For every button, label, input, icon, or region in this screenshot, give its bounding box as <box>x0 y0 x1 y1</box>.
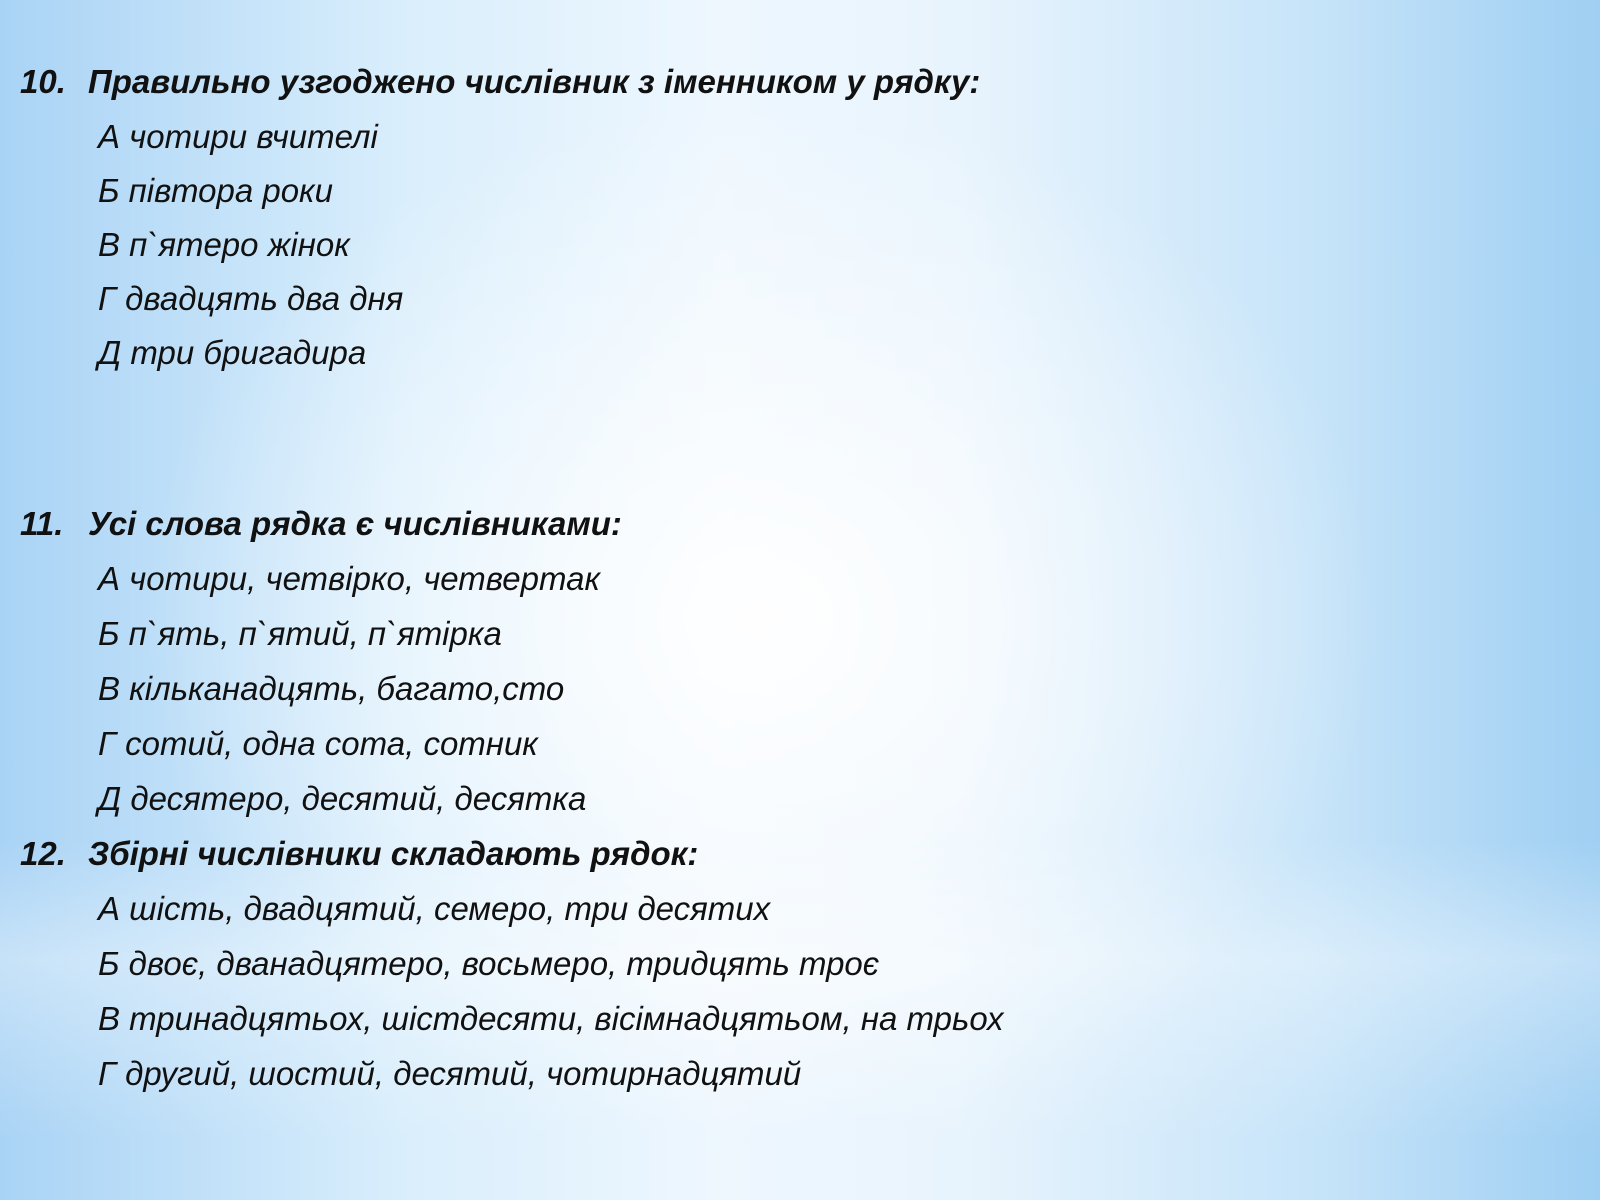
question-text: Усі слова рядка є числівниками: <box>88 505 622 542</box>
question-number: 12. <box>20 835 66 872</box>
answer-option: Д десятеро, десятий, десятка <box>98 780 587 817</box>
question-number: 11. <box>20 505 64 542</box>
answer-option: В тринадцятьох, шістдесяти, вісімнадцятьом, на трьох <box>98 1000 1004 1037</box>
answer-option: Г сотий, одна сота, сотник <box>98 725 538 762</box>
answer-option: А чотири, четвірко, четвертак <box>98 560 601 597</box>
question-text: Правильно узгоджено числівник з іменником у рядку: <box>88 63 981 100</box>
answer-option: Б півтора роки <box>98 172 333 209</box>
answer-option: Д три бригадира <box>98 334 367 371</box>
answer-option: Г двадцять два дня <box>98 280 404 317</box>
question-10-heading <box>20 62 980 102</box>
answer-option: А шість, двадцятий, семеро, три десятих <box>98 890 771 927</box>
answer-option: Б двоє, дванадцятеро, восьмеро, тридцять троє <box>98 945 880 982</box>
question-11-heading <box>20 504 622 544</box>
answer-option: А чотири вчителі <box>98 118 378 155</box>
answer-option: В п`ятеро жінок <box>98 226 350 263</box>
question-number: 10. <box>20 63 66 100</box>
answer-option: Г другий, шостий, десятий, чотирнадцятий <box>98 1055 802 1092</box>
answer-option: Б п`ять, п`ятий, п`ятірка <box>98 615 502 652</box>
question-12-heading <box>20 834 698 874</box>
question-text: Збірні числівники складають рядок: <box>88 835 699 872</box>
answer-option: В кільканадцять, багато,сто <box>98 670 565 707</box>
